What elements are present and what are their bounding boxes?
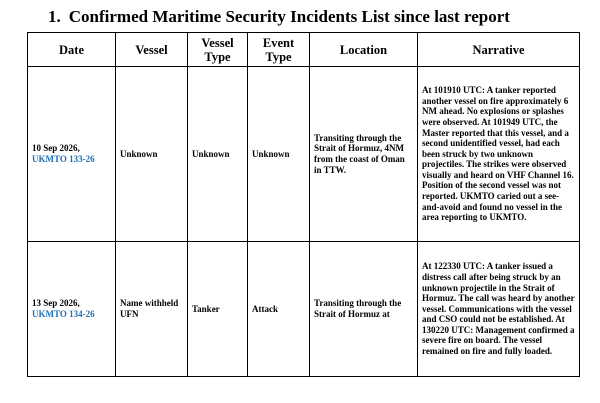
narrative-cell: At 101910 UTC: A tanker reported another vessel on fire approximately 6 NM ahead. No explosions or splashes were observed. At 101949 UTC, the Master reported that this vessel, and a second unidentified vessel, had each been struck by two unknown projectiles. The strikes were observed visually and heard on VHF Channel 16. Position of the second vessel was not reported. UKMTO caried out a see-and-avoid and found no vessel in the area reporting to UKMTO. — [418, 67, 580, 242]
incident-date: 10 Sep 2026, — [32, 143, 80, 154]
location-cell: Transiting through the Strait of Hormuz, 4NM from the coast of Oman in TTW. — [310, 67, 418, 242]
column-header-location: Location — [310, 33, 418, 67]
event-type-cell: Unknown — [248, 67, 310, 242]
incident-date: 13 Sep 2026, — [32, 298, 80, 309]
column-header-narrative: Narrative — [418, 33, 580, 67]
narrative-cell: At 122330 UTC: A tanker issued a distress call after being struck by an unknown projectile in the Strait of Hormuz. The call was heard by another vessel. Communications with the vessel and CSO could not be established. At 130220 UTC: Management confirmed a severe fire on board. The vessel remained on fire and fully loaded. — [418, 242, 580, 377]
column-header-vessel: Vessel — [116, 33, 188, 67]
ukmto-reference-link[interactable]: UKMTO 133-26 — [32, 154, 95, 164]
date-cell — [28, 242, 116, 377]
section-number: 1. — [48, 7, 61, 26]
vessel-type-cell: Tanker — [188, 242, 248, 377]
section-heading — [48, 7, 510, 27]
column-header-event-type: Event Type — [248, 33, 310, 67]
vessel-cell: Unknown — [116, 67, 188, 242]
column-header-date: Date — [28, 33, 116, 67]
table-row — [28, 242, 580, 377]
event-type-cell: Attack — [248, 242, 310, 377]
ukmto-reference-link[interactable]: UKMTO 134-26 — [32, 309, 95, 319]
table-header-row — [28, 33, 580, 67]
date-cell — [28, 67, 116, 242]
section-title: Confirmed Maritime Security Incidents List since last report — [68, 7, 510, 26]
vessel-cell: Name withheld UFN — [116, 242, 188, 377]
column-header-vessel-type: Vessel Type — [188, 33, 248, 67]
table-row — [28, 67, 580, 242]
location-cell: Transiting through the Strait of Hormuz at — [310, 242, 418, 377]
incidents-table — [27, 32, 580, 377]
vessel-type-cell: Unknown — [188, 67, 248, 242]
